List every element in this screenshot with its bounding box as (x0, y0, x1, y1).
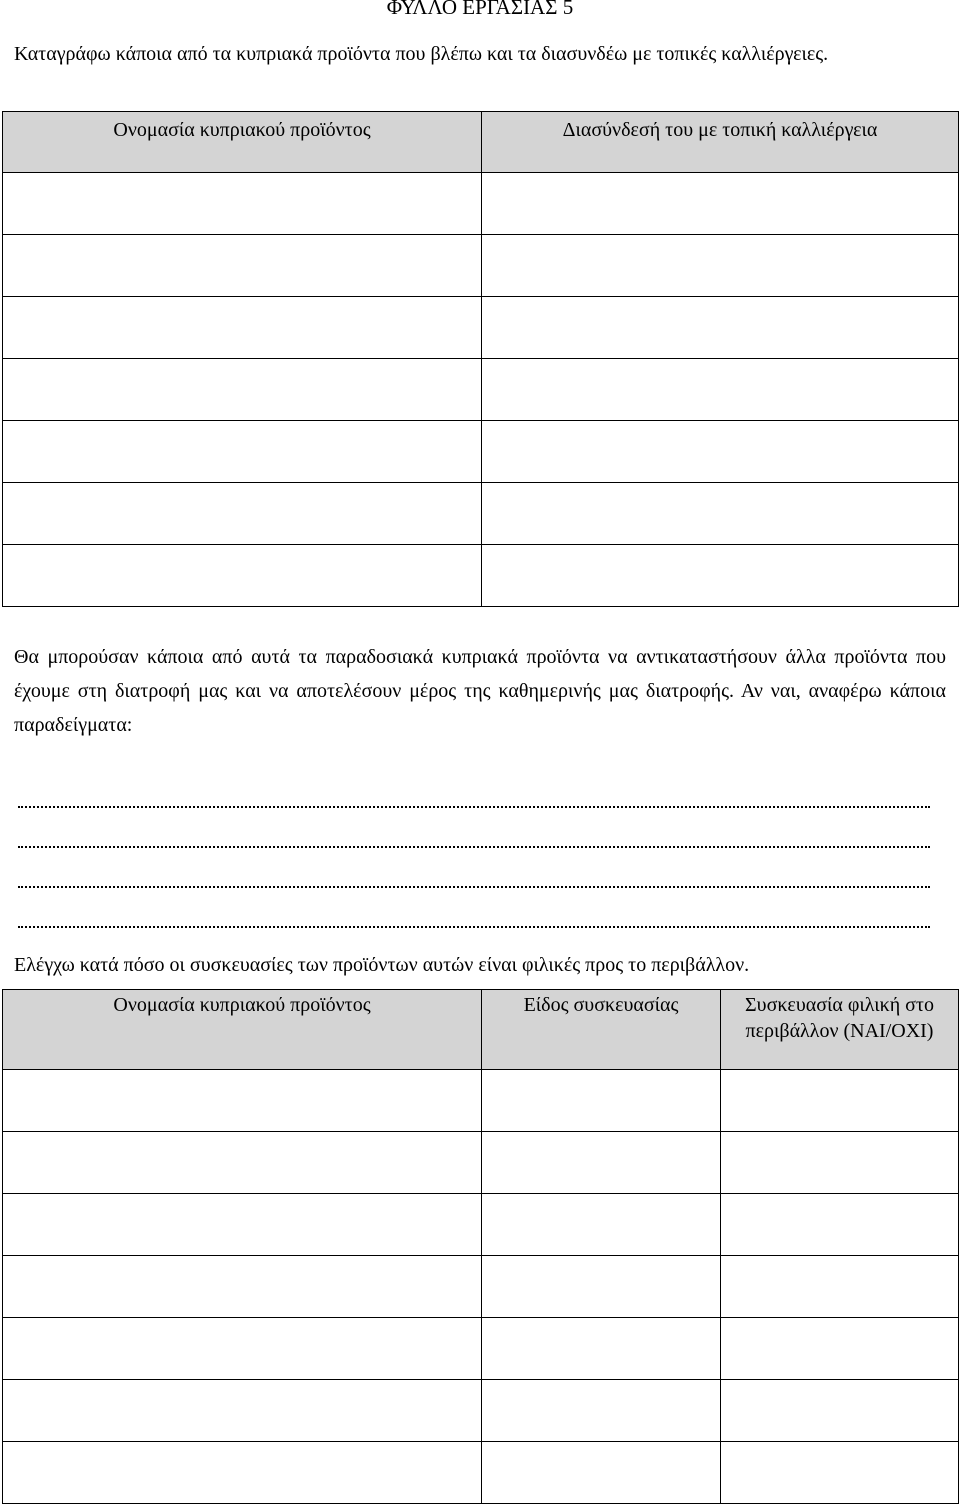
eco-friendly-cell[interactable] (721, 1380, 959, 1442)
packaging-type-cell[interactable] (482, 1256, 721, 1318)
packaging-type-cell[interactable] (482, 1132, 721, 1194)
crop-link-cell[interactable] (482, 545, 959, 607)
header-crop-link: Διασύνδεσή του με τοπική καλλιέργεια (482, 112, 959, 173)
answer-line[interactable] (18, 786, 930, 808)
eco-friendly-cell[interactable] (721, 1132, 959, 1194)
eco-friendly-cell[interactable] (721, 1256, 959, 1318)
table-row (3, 1380, 959, 1442)
product-name-cell[interactable] (3, 1194, 482, 1256)
product-name-cell[interactable] (3, 1442, 482, 1504)
table-row (3, 483, 959, 545)
product-name-cell[interactable] (3, 483, 482, 545)
table-row (3, 545, 959, 607)
eco-friendly-cell[interactable] (721, 1194, 959, 1256)
product-name-cell[interactable] (3, 235, 482, 297)
table-row (3, 421, 959, 483)
eco-friendly-cell[interactable] (721, 1070, 959, 1132)
table-row (3, 297, 959, 359)
table-row (3, 173, 959, 235)
product-name-cell[interactable] (3, 1380, 482, 1442)
intro-instruction: Καταγράφω κάποια από τα κυπριακά προϊόντα που βλέπω και τα διασυνδέω με τοπικές καλλιέργειες. (14, 43, 829, 65)
product-name-cell[interactable] (3, 1070, 482, 1132)
answer-line[interactable] (18, 826, 930, 848)
table-row (3, 359, 959, 421)
product-name-cell[interactable] (3, 1132, 482, 1194)
packaging-type-cell[interactable] (482, 1318, 721, 1380)
answer-line[interactable] (18, 866, 930, 888)
packaging-table (2, 989, 959, 1504)
table-row (3, 1194, 959, 1256)
eco-friendly-cell[interactable] (721, 1318, 959, 1380)
product-name-cell[interactable] (3, 545, 482, 607)
table-row (3, 1442, 959, 1504)
crop-link-cell[interactable] (482, 483, 959, 545)
header-product-name: Ονομασία κυπριακού προϊόντος (3, 990, 482, 1070)
table-row (3, 1318, 959, 1380)
packaging-type-cell[interactable] (482, 1380, 721, 1442)
header-eco-friendly: Συσκευασία φιλική στο περιβάλλον (ΝΑΙ/ΟΧΙ) (721, 990, 959, 1070)
eco-friendly-cell[interactable] (721, 1442, 959, 1504)
crop-link-cell[interactable] (482, 359, 959, 421)
answer-line[interactable] (18, 906, 930, 928)
table-row (3, 235, 959, 297)
crop-link-cell[interactable] (482, 297, 959, 359)
packaging-instruction: Ελέγχω κατά πόσο οι συσκευασίες των προϊόντων αυτών είναι φιλικές προς το περιβάλλον. (14, 954, 750, 976)
header-product-name: Ονομασία κυπριακού προϊόντος (3, 112, 482, 173)
packaging-type-cell[interactable] (482, 1194, 721, 1256)
worksheet-title: ΦΥΛΛΟ ΕΡΓΑΣΙΑΣ 5 (386, 0, 574, 19)
product-name-cell[interactable] (3, 1256, 482, 1318)
header-packaging-type: Είδος συσκευασίας (482, 990, 721, 1070)
crop-link-cell[interactable] (482, 421, 959, 483)
crop-link-cell[interactable] (482, 235, 959, 297)
table-row (3, 1070, 959, 1132)
product-name-cell[interactable] (3, 297, 482, 359)
product-name-cell[interactable] (3, 173, 482, 235)
crop-link-cell[interactable] (482, 173, 959, 235)
product-name-cell[interactable] (3, 421, 482, 483)
product-name-cell[interactable] (3, 1318, 482, 1380)
table-row (3, 1256, 959, 1318)
product-name-cell[interactable] (3, 359, 482, 421)
question-text: Θα μπορούσαν κάποια από αυτά τα παραδοσιακά κυπριακά προϊόντα να αντικαταστήσουν άλλα προϊόντα που έχουμε στη διατροφή μας και να αποτελέσουν μέρος της καθημερινής μας διατροφής. Αν ναι, αναφέρω κάποια παραδείγματα: (14, 646, 946, 736)
table-row (3, 1132, 959, 1194)
packaging-type-cell[interactable] (482, 1442, 721, 1504)
packaging-type-cell[interactable] (482, 1070, 721, 1132)
products-crops-table (2, 111, 959, 607)
